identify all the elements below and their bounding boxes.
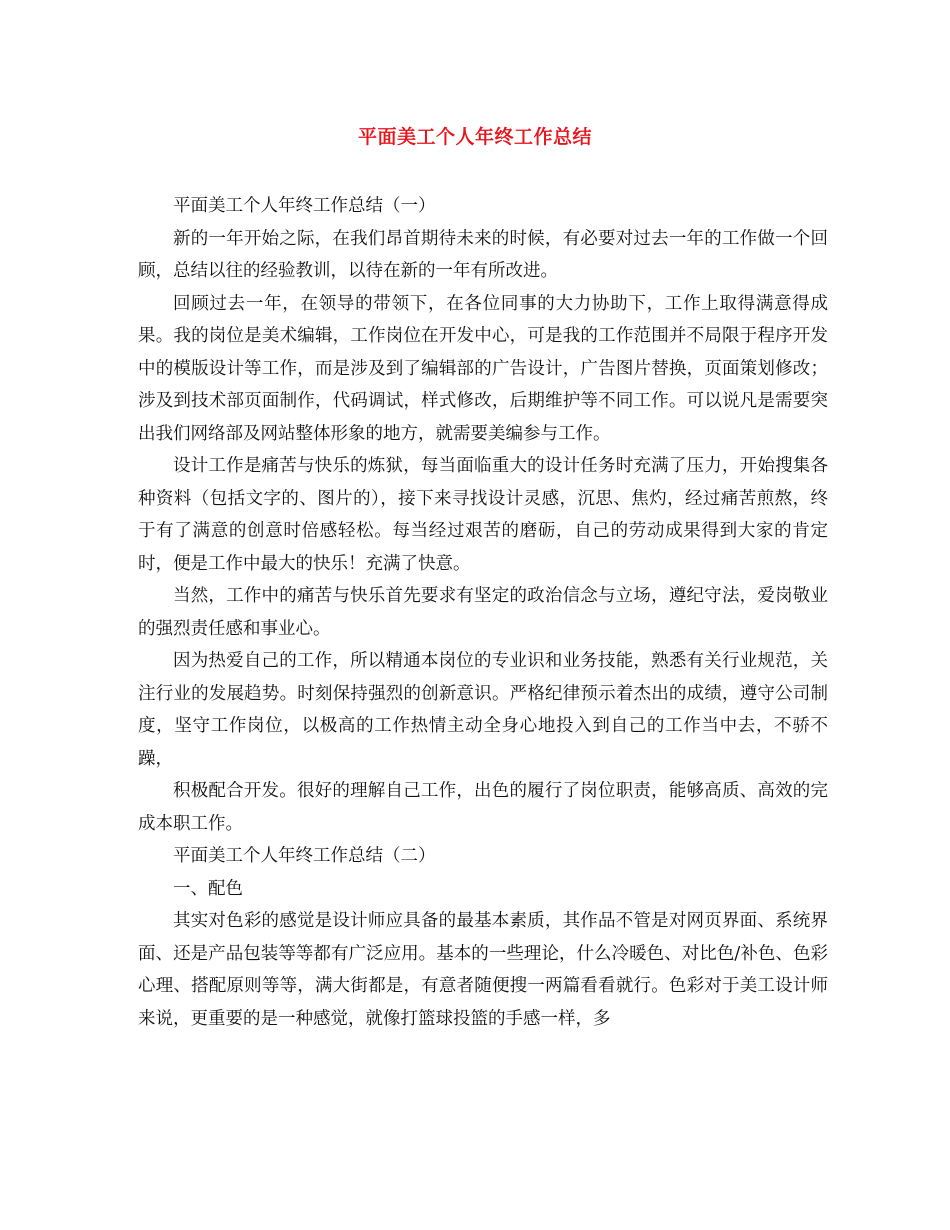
paragraph-4: 当然，工作中的痛苦与快乐首先要求有坚定的政治信念与立场，遵纪守法，爱岗敬业的强烈责任感和事业心。	[138, 586, 828, 639]
paragraph-6: 积极配合开发。很好的理解自己工作，出色的履行了岗位职责，能够高质、高效的完成本职工作。	[138, 781, 828, 834]
paragraph-3: 设计工作是痛苦与快乐的炼狱，每当面临重大的设计任务时充满了压力，开始搜集各种资料（包括文字的、图片的），接下来寻找设计灵感，沉思、焦灼，经过痛苦煎熬，终于有了满意的创意时倍感轻松。每当经过艰苦的磨砺，自己的劳动成果得到大家的肯定时，便是工作中最大的快乐！充满了快意。	[138, 456, 828, 574]
section-1-heading: 平面美工个人年终工作总结（一）	[173, 196, 436, 216]
paragraph-2: 回顾过去一年，在领导的带领下，在各位同事的大力协助下，工作上取得满意得成果。我的岗位是美术编辑，工作岗位在开发中心，可是我的工作范围并不局限于程序开发中的模版设计等工作，而是涉及到了编辑部的广告设计，广告图片替换，页面策划修改；涉及到技术部页面制作，代码调试，样式修改，后期维护等不同工作。可以说凡是需要突出我们网络部及网站整体形象的地方，就需要美编参与工作。	[138, 293, 828, 444]
paragraph-7: 其实对色彩的感觉是设计师应具备的最基本素质，其作品不管是对网页界面、系统界面、还是产品包装等等都有广泛应用。基本的一些理论，什么冷暖色、对比色/补色、色彩心理、搭配原则等等，满大街都是，有意者随便搜一两篇看看就行。色彩对于美工设计师来说，更重要的是一种感觉，就像打篮球投篮的手感一样，多	[138, 911, 828, 1029]
section-2-heading: 平面美工个人年终工作总结（二）	[173, 846, 436, 866]
paragraph-1: 新的一年开始之际，在我们昂首期待未来的时候，有必要对过去一年的工作做一个回顾，总结以往的经验教训，以待在新的一年有所改进。	[138, 228, 828, 281]
document-body	[138, 190, 828, 1035]
document-title: 平面美工个人年终工作总结	[357, 126, 592, 148]
subheading-color: 一、配色	[173, 878, 243, 899]
paragraph-5: 因为热爱自己的工作，所以精通本岗位的专业识和业务技能，熟悉有关行业规范，关注行业的发展趋势。时刻保持强烈的创新意识。严格纪律预示着杰出的成绩，遵守公司制度，坚守工作岗位，以极高的工作热情主动全身心地投入到自己的工作当中去，不骄不躁，	[138, 651, 828, 769]
